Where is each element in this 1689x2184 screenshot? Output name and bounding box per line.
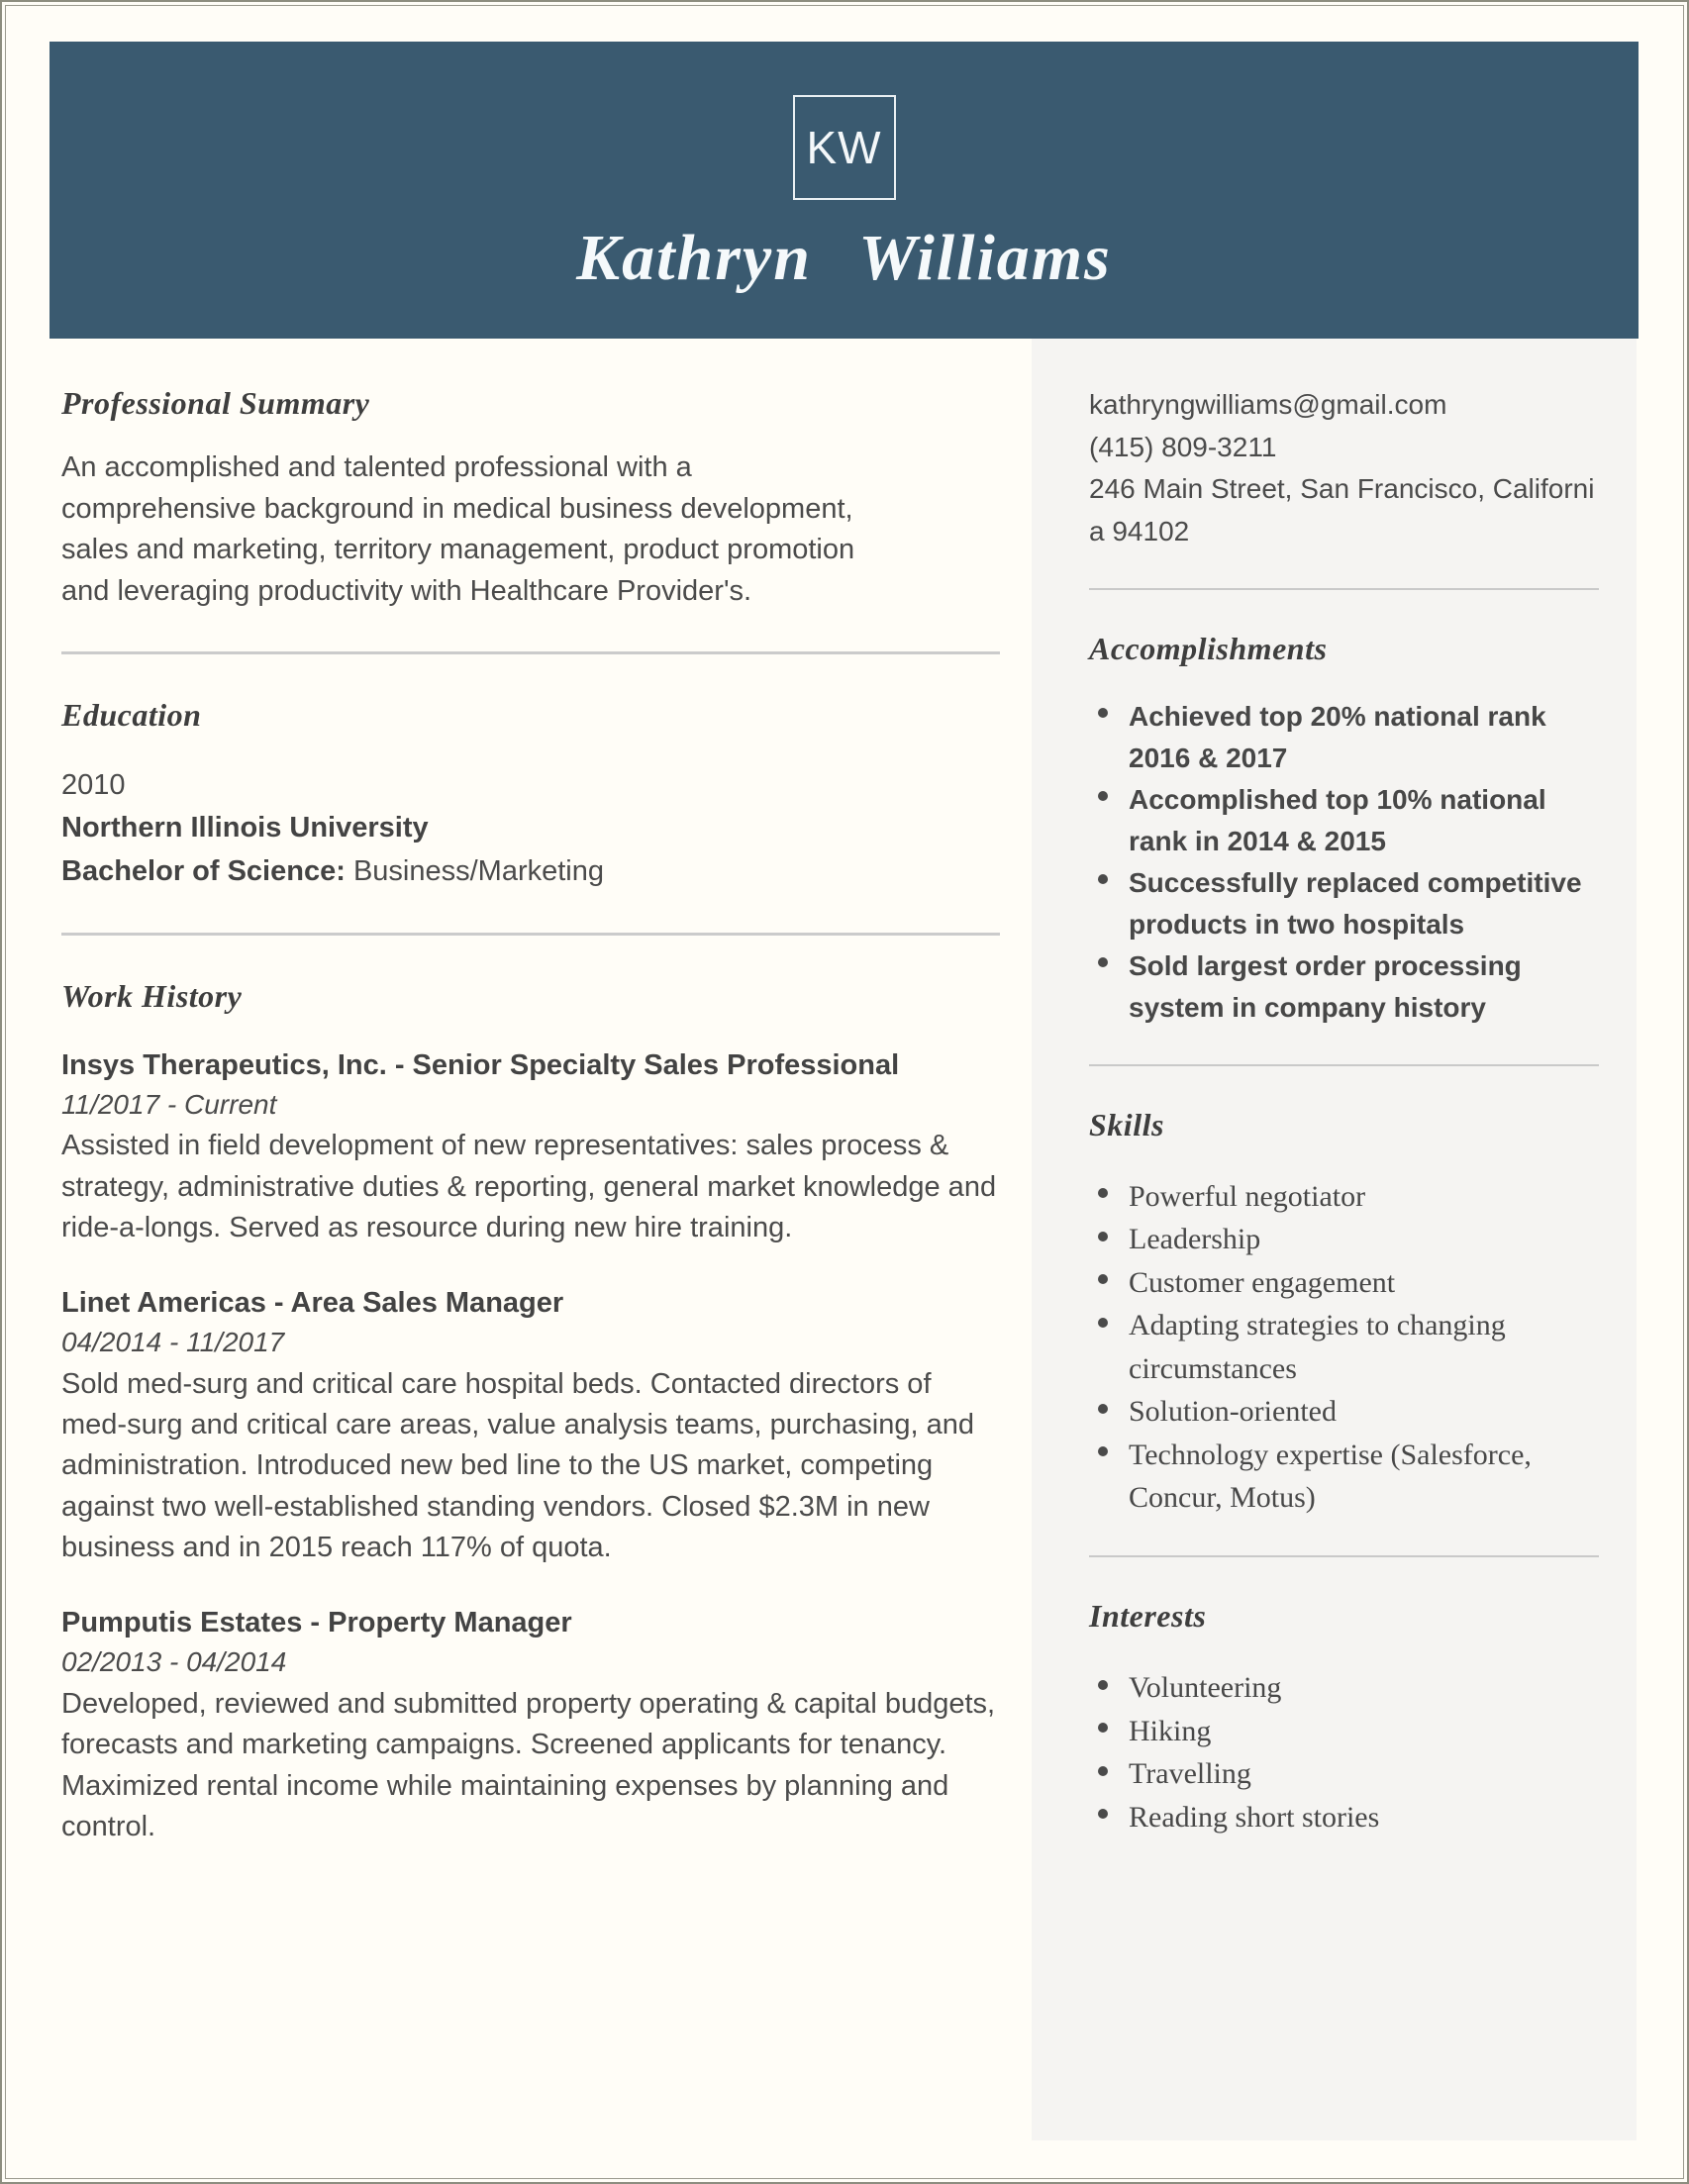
contact-block <box>1089 384 1599 552</box>
section-education <box>61 696 1000 893</box>
interest-item: Travelling <box>1089 1752 1599 1796</box>
education-school: Northern Illinois University <box>61 812 429 844</box>
job-entry <box>61 1045 1000 1249</box>
education-degree: Bachelor of Science: <box>61 854 346 887</box>
section-skills <box>1089 1106 1599 1520</box>
skill-item: Leadership <box>1089 1218 1599 1261</box>
skills-list <box>1089 1175 1599 1520</box>
accomplishment-item: Sold largest order processing system in company history <box>1089 945 1599 1029</box>
accomplishment-item: Successfully replaced competitive products in two hospitals <box>1089 862 1599 945</box>
interests-list <box>1089 1666 1599 1838</box>
panel-divider <box>1089 1064 1599 1066</box>
professional-summary-heading: Professional Summary <box>61 385 370 421</box>
skill-item: Customer engagement <box>1089 1261 1599 1305</box>
accomplishment-item: Achieved top 20% national rank 2016 & 2017 <box>1089 696 1599 779</box>
job-dates: 02/2013 - 04/2014 <box>61 1646 287 1678</box>
section-professional-summary <box>61 339 1000 612</box>
contact-phone: (415) 809-3211 <box>1089 431 1277 462</box>
professional-summary-text: An accomplished and talented professional with a comprehensive background in medical business development, sales and marketing, territory management, product promotion and leveraging productivity with Healthcare Provider's. <box>61 451 855 607</box>
contact-email: kathryngwilliams@gmail.com <box>1089 389 1447 420</box>
skill-item: Technology expertise (Salesforce, Concur, Motus) <box>1089 1434 1599 1520</box>
work-history-heading: Work History <box>61 978 243 1015</box>
job-title: Pumputis Estates - Property Manager <box>61 1606 572 1638</box>
education-program: Business/Marketing <box>352 854 604 887</box>
monogram-box <box>793 95 896 200</box>
section-divider <box>61 933 1000 936</box>
interests-heading: Interests <box>1089 1597 1207 1634</box>
candidate-name: Kathryn Williams <box>576 222 1112 294</box>
interest-item: Volunteering <box>1089 1666 1599 1710</box>
accomplishment-item: Accomplished top 10% national rank in 2014 & 2015 <box>1089 779 1599 862</box>
panel-divider <box>1089 588 1599 590</box>
education-degree-line <box>61 850 1000 894</box>
accomplishments-heading: Accomplishments <box>1089 631 1328 667</box>
interest-item: Reading short stories <box>1089 1796 1599 1839</box>
job-dates: 04/2014 - 11/2017 <box>61 1327 285 1358</box>
skills-heading: Skills <box>1089 1106 1164 1142</box>
job-description: Sold med-surg and critical care hospital beds. Contacted directors of med-surg and critical care areas, value analysis teams, purchasing, and administration. Introduced new bed line to the US market, competing against two well-established standing vendors. Closed $2.3M in new business and in 2015 reach 117% of quota. <box>61 1367 975 1564</box>
sidebar-panel <box>1032 339 1637 2140</box>
main-column <box>61 339 1000 1848</box>
section-interests <box>1089 1597 1599 1838</box>
job-entry <box>61 1603 1000 1848</box>
contact-address: 246 Main Street, San Francisco, California 94102 <box>1089 473 1595 546</box>
monogram-initials: KW <box>806 122 882 173</box>
accomplishments-list <box>1089 696 1599 1029</box>
job-description: Assisted in field development of new representatives: sales process & strategy, administrative duties & reporting, general market knowledge and ride-a-longs. Served as resource during new hire training. <box>61 1130 997 1244</box>
section-accomplishments <box>1089 630 1599 1028</box>
resume-header <box>50 42 1639 339</box>
skill-item: Powerful negotiator <box>1089 1175 1599 1219</box>
skill-item: Solution-oriented <box>1089 1390 1599 1434</box>
section-work-history <box>61 977 1000 1847</box>
job-entry <box>61 1283 1000 1569</box>
education-heading: Education <box>61 697 202 734</box>
job-dates: 11/2017 - Current <box>61 1089 277 1121</box>
section-divider <box>61 651 1000 654</box>
job-description: Developed, reviewed and submitted property operating & capital budgets, forecasts and marketing campaigns. Screened applicants for tenancy. Maximized rental income while maintaining expenses by planning and control. <box>61 1687 996 1843</box>
job-title: Linet Americas - Area Sales Manager <box>61 1286 564 1319</box>
interest-item: Hiking <box>1089 1710 1599 1753</box>
job-title: Insys Therapeutics, Inc. - Senior Specialty Sales Professional <box>61 1048 900 1081</box>
panel-divider <box>1089 1555 1599 1557</box>
skill-item: Adapting strategies to changing circumstances <box>1089 1304 1599 1390</box>
education-year: 2010 <box>61 768 126 801</box>
education-entry <box>61 764 1000 894</box>
